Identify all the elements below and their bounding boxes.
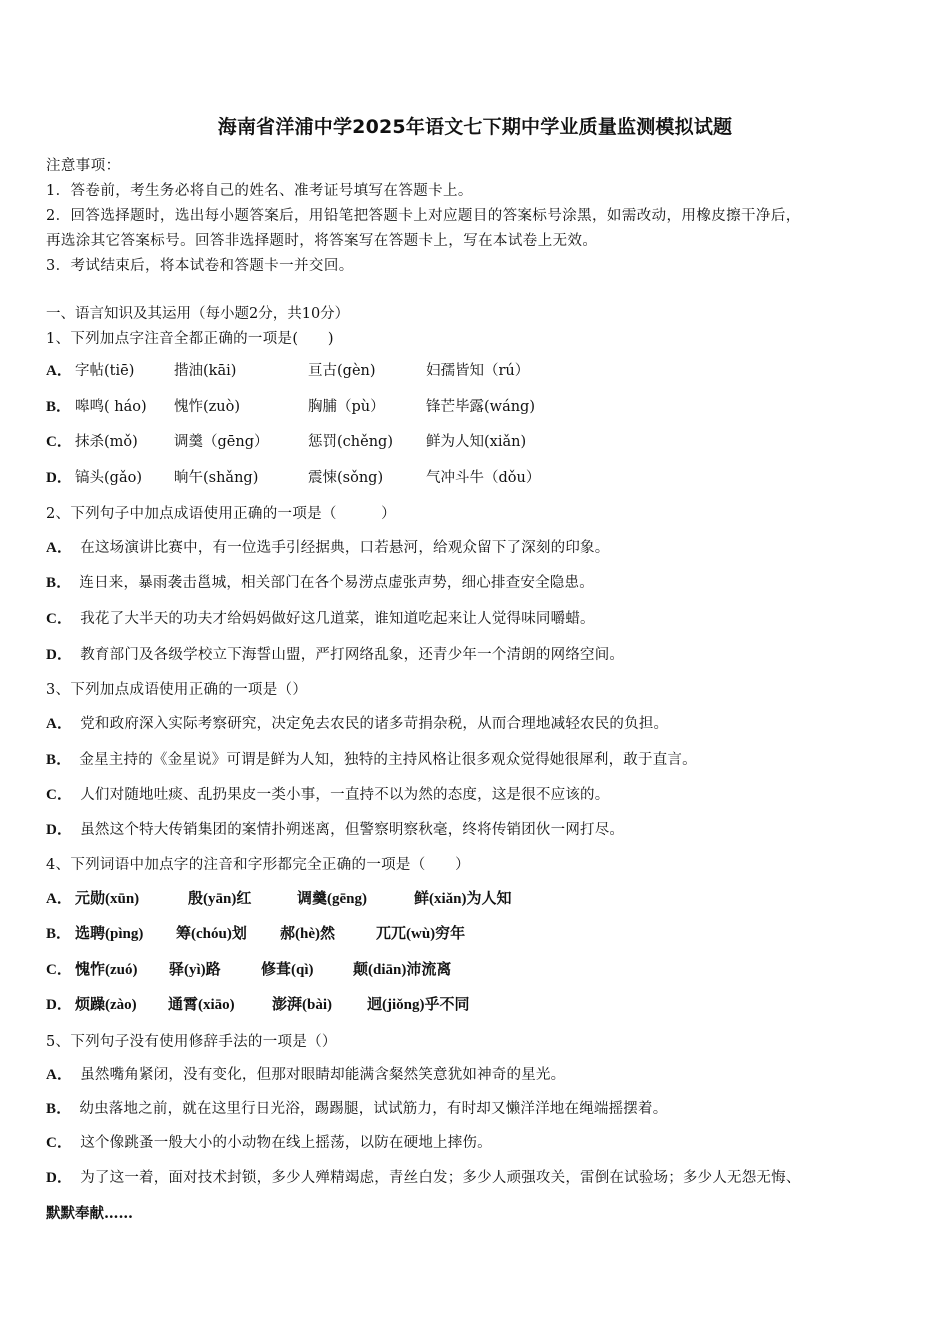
option-word: 鲜(xiǎn)为人知 — [414, 891, 512, 907]
option-word: 字帖(tiē) — [75, 363, 135, 379]
option-word: 通霄(xiāo) — [168, 997, 235, 1013]
option-sentence — [46, 643, 624, 664]
option-label: C． — [46, 787, 73, 803]
notice-item: 3．考试结束后，将本试卷和答题卡一并交回。 — [46, 258, 354, 274]
option-sentence — [46, 712, 668, 733]
option-word: 颠(diān)沛流离 — [353, 962, 452, 978]
option-word: 调羹（gēng） — [174, 434, 269, 450]
option-text: 金星主持的《金星说》可谓是鲜为人知，独特的主持风格让很多观众觉得她很犀利，敢于直言。 — [79, 752, 697, 768]
option-label: C． — [46, 611, 73, 627]
option-sentence — [46, 1131, 492, 1152]
option-text: 虽然嘴角紧闭，没有变化，但那对眼睛却能满含粲然笑意犹如神奇的星光。 — [80, 1067, 566, 1083]
option-label: D． — [46, 470, 72, 486]
notice-item: 1．答卷前，考生务必将自己的姓名、准考证号填写在答题卡上。 — [46, 183, 473, 199]
option-word: 鲜为人知(xiǎn) — [426, 434, 527, 450]
option-sentence — [46, 536, 609, 557]
option-word: 亘古(gèn) — [308, 363, 376, 379]
option-word: 镐头(gǎo) — [75, 470, 142, 486]
option-word: 郝(hè)然 — [280, 926, 335, 942]
option-label: B． — [46, 1101, 72, 1117]
option-label: B． — [46, 752, 72, 768]
option-text: 幼虫落地之前，就在这里行日光浴，踢踢腿，试试筋力，有时却又懒洋洋地在绳端摇摆着。 — [79, 1101, 668, 1117]
option-word: 烦躁(zào) — [75, 997, 137, 1013]
option-sentence — [46, 607, 595, 628]
option-word: 气冲斗牛（dǒu） — [426, 470, 541, 486]
option-word: 愧怍(zuó) — [75, 962, 138, 978]
option-word: 元勋(xūn) — [75, 891, 140, 907]
option-text: 党和政府深入实际考察研究，决定免去农民的诸多苛捐杂税，从而合理地减轻农民的负担。 — [80, 716, 669, 732]
option-word: 愧怍(zuò) — [174, 399, 241, 415]
option-word: 筹(chóu)划 — [176, 926, 247, 942]
option-word: 嗥鸣( háo) — [75, 399, 147, 415]
option-continuation: 默默奉献…… — [46, 1205, 133, 1222]
option-label: C． — [46, 1135, 73, 1151]
option-sentence — [46, 1166, 801, 1187]
option-label: D． — [46, 997, 72, 1013]
option-word: 选聘(pìng) — [75, 926, 144, 942]
option-word: 锋芒毕露(wáng) — [426, 399, 535, 415]
option-word: 晌午(shǎng) — [174, 470, 259, 486]
option-label: B． — [46, 926, 72, 942]
option-label: A． — [46, 891, 72, 907]
option-sentence — [46, 571, 594, 592]
option-word: 澎湃(bài) — [272, 997, 333, 1013]
option-sentence — [46, 748, 697, 769]
option-sentence — [46, 1097, 667, 1118]
option-word: 调羹(gēng) — [297, 891, 367, 907]
option-word: 揩油(kāi) — [174, 363, 237, 379]
option-label: A． — [46, 540, 73, 556]
option-word: 驿(yì)路 — [169, 962, 221, 978]
option-label: D． — [46, 647, 73, 663]
question-stem: 5、下列句子没有使用修辞手法的一项是（） — [46, 1034, 337, 1050]
option-word: 惩罚(chěng) — [308, 434, 393, 450]
option-word: 抹杀(mǒ) — [75, 434, 138, 450]
option-word: 修葺(qì) — [261, 962, 314, 978]
question-stem: 1、下列加点字注音全都正确的一项是( ) — [46, 331, 334, 347]
option-word: 兀兀(wù)穷年 — [376, 926, 466, 942]
option-label: C． — [46, 962, 72, 978]
option-word: 迥(jiǒng)乎不同 — [367, 997, 470, 1013]
option-word: 殷(yān)红 — [188, 891, 252, 907]
option-word: 震悚(sǒng) — [308, 470, 384, 486]
notice-heading: 注意事项： — [46, 158, 121, 174]
question-stem: 2、下列句子中加点成语使用正确的一项是（ ） — [46, 506, 396, 522]
option-label: D． — [46, 822, 73, 838]
option-label: B． — [46, 575, 72, 591]
option-text: 教育部门及各级学校立下海誓山盟，严打网络乱象，还青少年一个清朗的网络空间。 — [80, 647, 625, 663]
option-sentence — [46, 783, 609, 804]
notice-item: 再选涂其它答案标号。回答非选择题时，将答案写在答题卡上，写在本试卷上无效。 — [46, 233, 598, 249]
option-text: 为了这一着，面对技术封锁，多少人殚精竭虑，青丝白发；多少人顽强攻关，雷倒在试验场；多少人无怨无悔、 — [80, 1170, 801, 1186]
option-label: A． — [46, 1067, 73, 1083]
option-sentence — [46, 818, 624, 839]
option-label: A． — [46, 363, 72, 379]
page-title: 海南省洋浦中学2025年语文七下期中学业质量监测模拟试题 — [217, 116, 733, 138]
notice-item: 2．回答选择题时，选出每小题答案后，用铅笔把答题卡上对应题目的答案标号涂黑，如需改动，用橡皮擦干净后， — [46, 208, 801, 224]
question-stem: 4、下列词语中加点字的注音和字形都完全正确的一项是（ ） — [46, 857, 470, 873]
option-label: C． — [46, 434, 72, 450]
question-stem: 3、下列加点成语使用正确的一项是（） — [46, 682, 308, 698]
option-text: 连日来，暴雨袭击邕城，相关部门在各个易涝点虚张声势，细心排查安全隐患。 — [79, 575, 594, 591]
option-word: 胸脯（pù） — [308, 399, 385, 415]
option-sentence — [46, 1063, 565, 1084]
option-label: A． — [46, 716, 73, 732]
option-text: 这个像跳蚤一般大小的小动物在线上摇荡，以防在硬地上摔伤。 — [80, 1135, 492, 1151]
option-text: 在这场演讲比赛中，有一位选手引经据典，口若悬河，给观众留下了深刻的印象。 — [80, 540, 610, 556]
option-text: 我花了大半天的功夫才给妈妈做好这几道菜，谁知道吃起来让人觉得味同嚼蜡。 — [80, 611, 595, 627]
option-text: 人们对随地吐痰、乱扔果皮一类小事，一直持不以为然的态度，这是很不应该的。 — [80, 787, 610, 803]
option-word: 妇孺皆知（rú） — [426, 363, 530, 379]
option-label: D． — [46, 1170, 73, 1186]
option-text: 虽然这个特大传销集团的案情扑朔迷离，但警察明察秋毫，终将传销团伙一网打尽。 — [80, 822, 625, 838]
option-label: B． — [46, 399, 72, 415]
section-heading: 一、语言知识及其运用（每小题2分，共10分） — [46, 306, 350, 322]
